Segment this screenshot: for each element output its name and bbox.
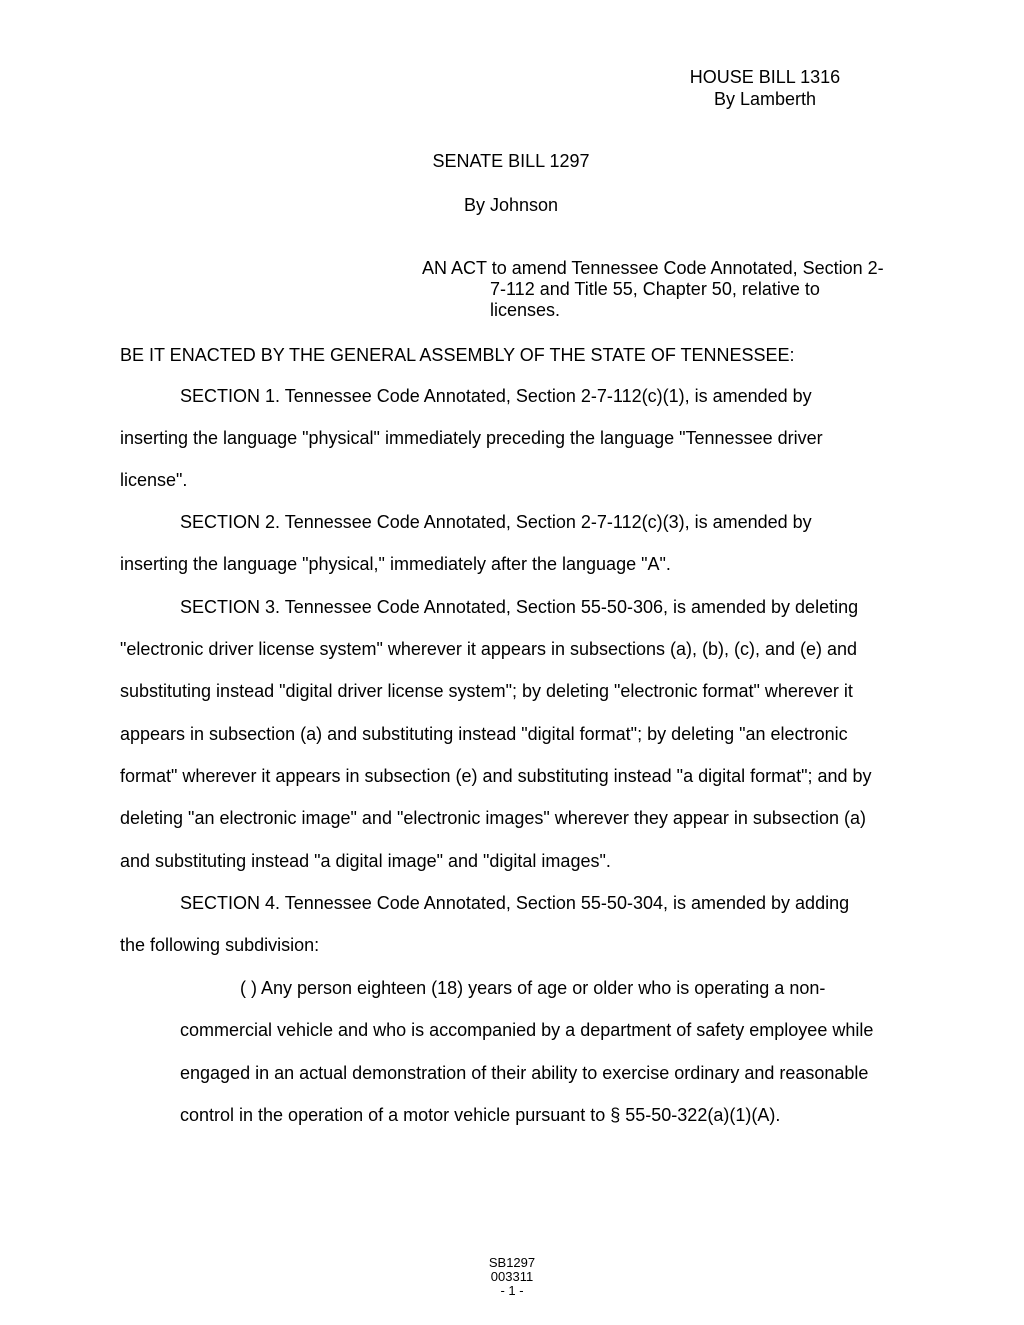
subdivision-line: control in the operation of a motor vehicle pursuant to § 55-50-322(a)(1)(A). bbox=[180, 1105, 781, 1125]
senate-bill-sponsor: By Johnson bbox=[463, 195, 559, 215]
section-3-line: SECTION 3. Tennessee Code Annotated, Section 55-50-306, is amended by deleting bbox=[180, 597, 859, 617]
senate-bill-number: SENATE BILL 1297 bbox=[432, 151, 590, 171]
house-bill-sponsor: By Lamberth bbox=[713, 89, 817, 109]
page-footer bbox=[462, 1256, 562, 1298]
subdivision-line: commercial vehicle and who is accompanied by a department of safety employee while bbox=[180, 1020, 874, 1040]
subdivision-line: ( ) Any person eighteen (18) years of age or older who is operating a non- bbox=[240, 978, 826, 998]
page-number: - 1 - bbox=[500, 1283, 524, 1298]
section-3-line: substituting instead "digital driver license system"; by deleting "electronic format" wherever it bbox=[120, 681, 853, 701]
section-2-line: SECTION 2. Tennessee Code Annotated, Section 2-7-112(c)(3), is amended by bbox=[180, 512, 812, 532]
section-4-line: the following subdivision: bbox=[120, 935, 320, 955]
footer-doc-number: 003311 bbox=[490, 1269, 534, 1284]
caption-line: licenses. bbox=[490, 300, 561, 320]
section-1-line: inserting the language "physical" immediately preceding the language "Tennessee driver bbox=[120, 428, 823, 448]
section-1-line: SECTION 1. Tennessee Code Annotated, Section 2-7-112(c)(1), is amended by bbox=[180, 386, 812, 406]
section-3-line: and substituting instead "a digital image" and "digital images". bbox=[120, 851, 611, 871]
section-3-line: appears in subsection (a) and substituting instead "digital format"; by deleting "an electronic bbox=[120, 724, 848, 744]
house-bill-block bbox=[640, 66, 890, 110]
caption-line: AN ACT to amend Tennessee Code Annotated, Section 2- bbox=[422, 258, 884, 278]
section-3-line: deleting "an electronic image" and "electronic images" wherever they appear in subsection (a) bbox=[120, 808, 866, 828]
footer-bill-code: SB1297 bbox=[488, 1255, 536, 1270]
act-caption bbox=[422, 258, 902, 321]
subdivision-line: engaged in an actual demonstration of their ability to exercise ordinary and reasonable bbox=[180, 1063, 869, 1083]
section-3-line: format" wherever it appears in subsection (e) and substituting instead "a digital format"; and by bbox=[120, 766, 872, 786]
house-bill-number: HOUSE BILL 1316 bbox=[689, 67, 841, 87]
section-4-line: SECTION 4. Tennessee Code Annotated, Section 55-50-304, is amended by adding bbox=[180, 893, 850, 913]
caption-line: 7-112 and Title 55, Chapter 50, relative to bbox=[490, 279, 820, 299]
section-3-line: "electronic driver license system" wherever it appears in subsections (a), (b), (c), and (e) and bbox=[120, 639, 858, 659]
section-1-line: license". bbox=[120, 470, 188, 490]
section-2-line: inserting the language "physical," immediately after the language "A". bbox=[120, 554, 671, 574]
enacting-clause: BE IT ENACTED BY THE GENERAL ASSEMBLY OF THE STATE OF TENNESSEE: bbox=[120, 345, 795, 365]
